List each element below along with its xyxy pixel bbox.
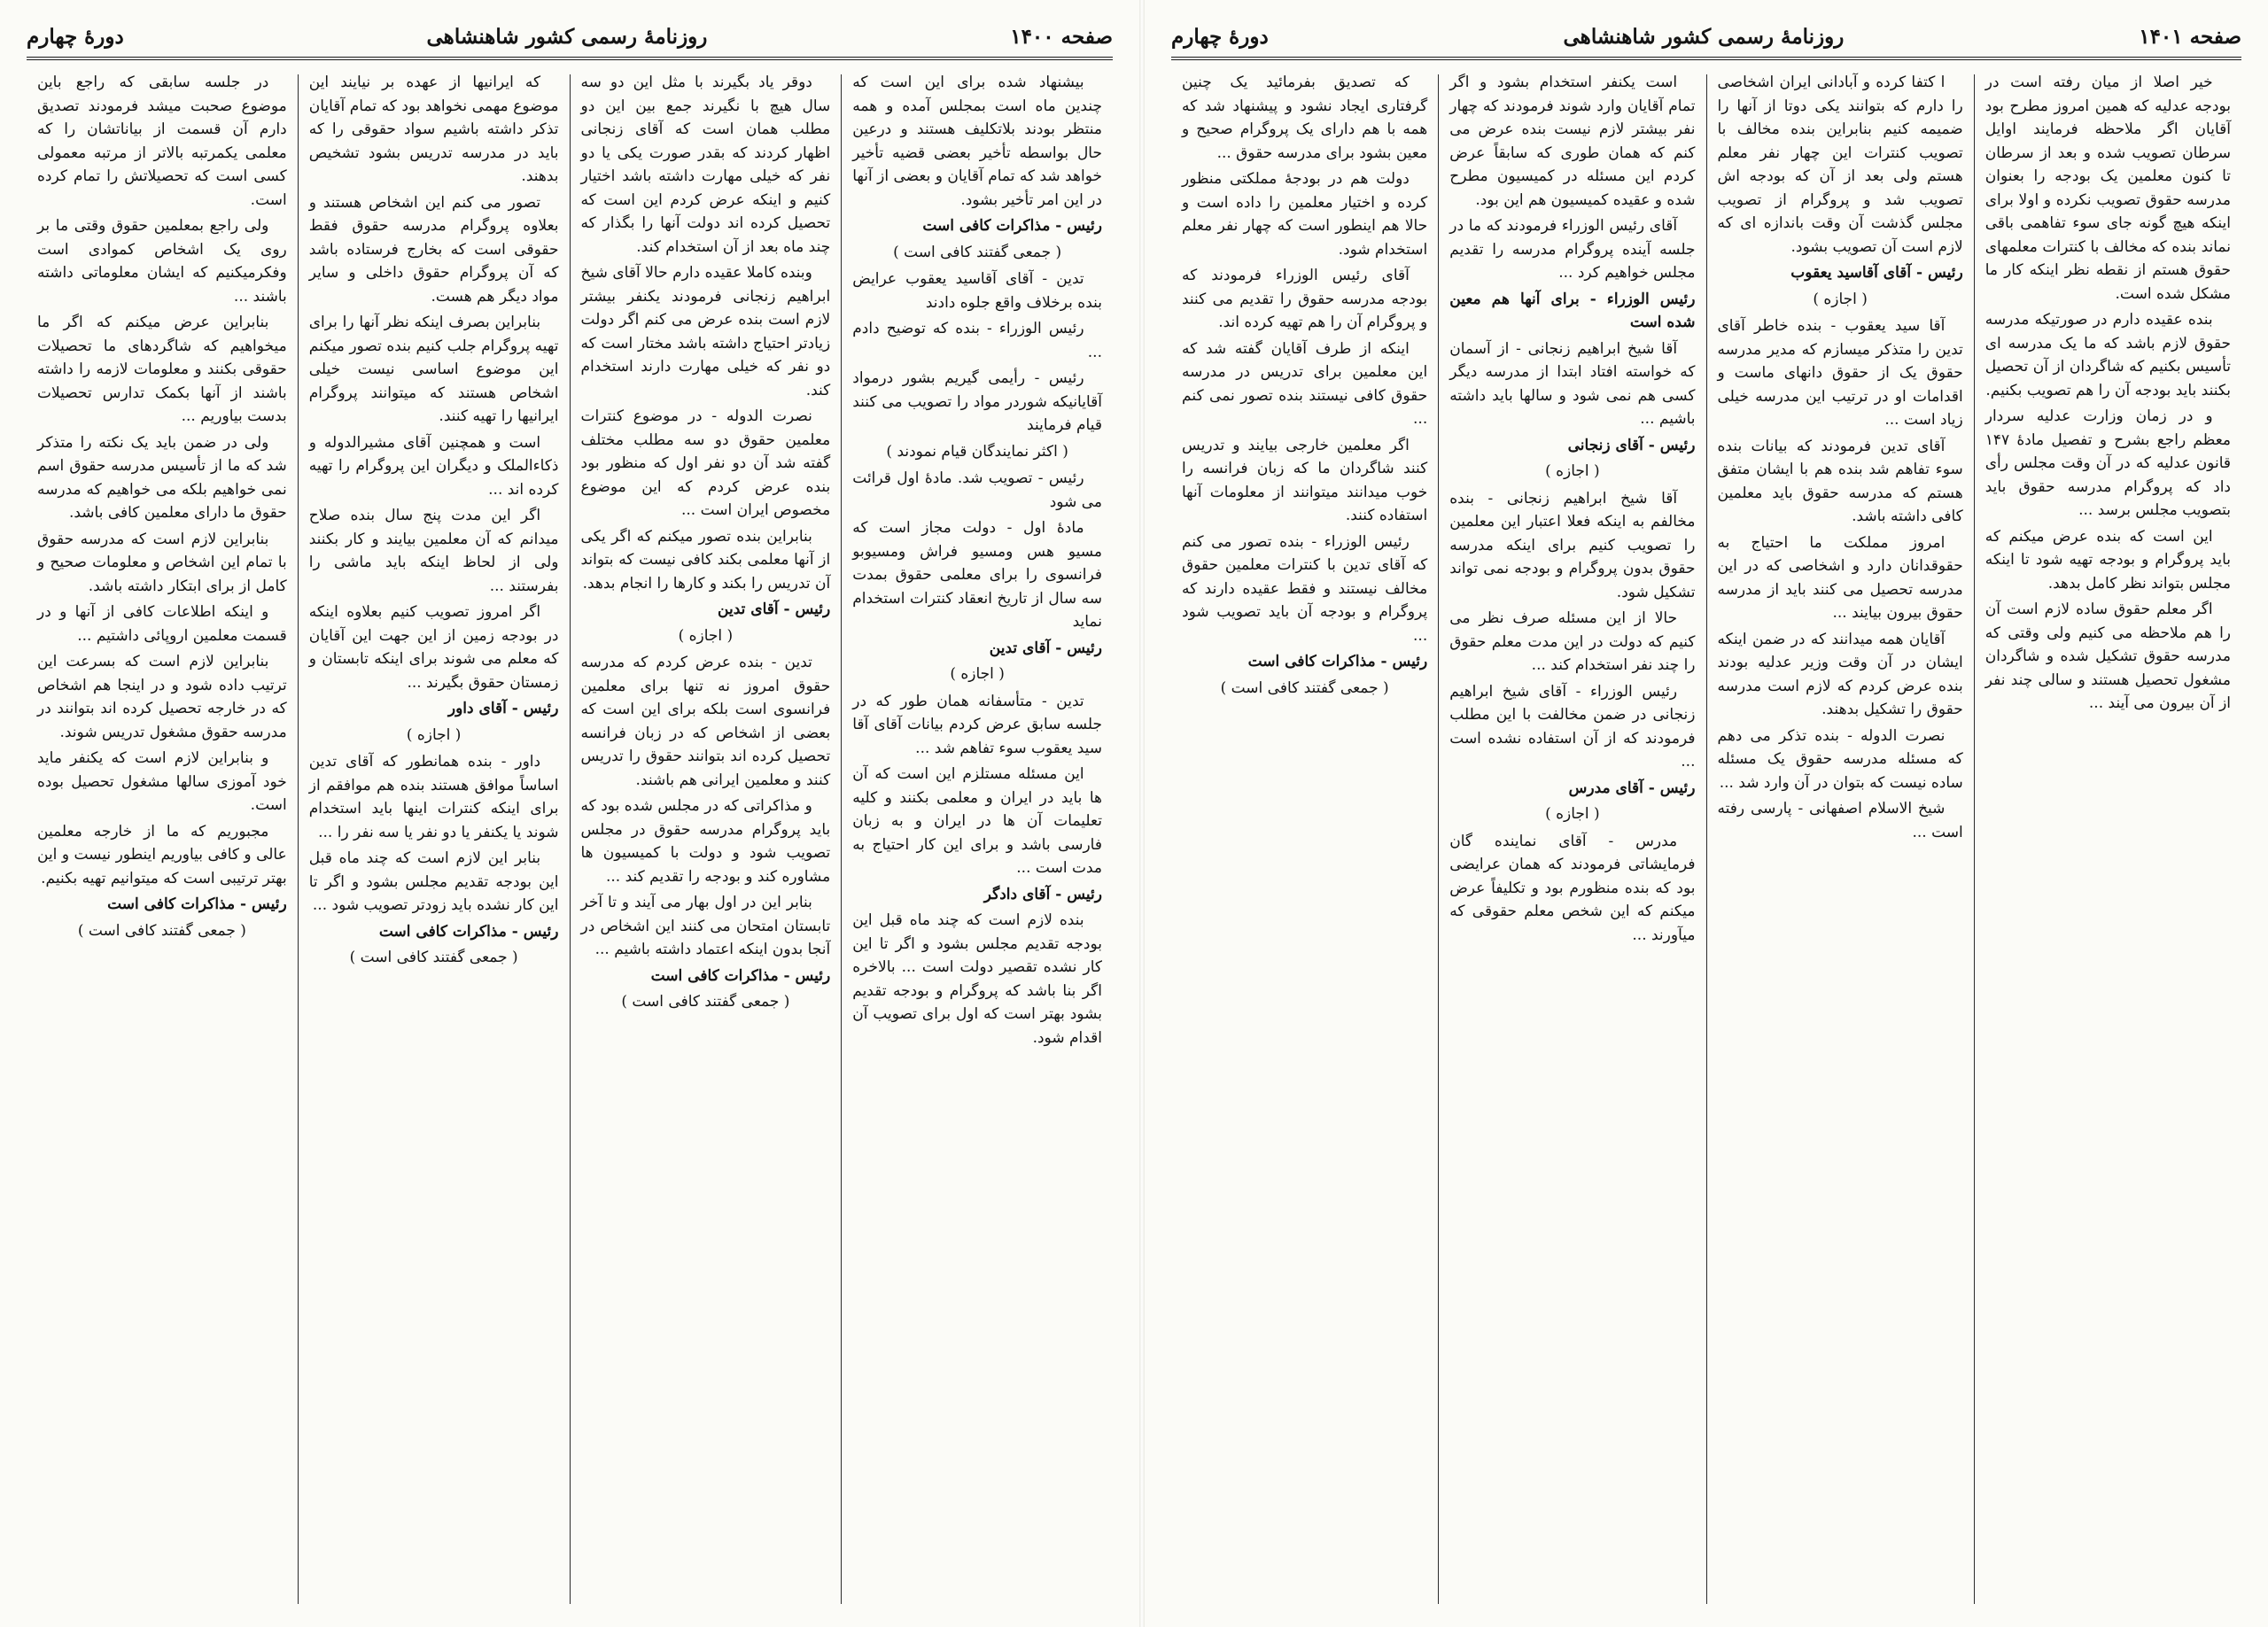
- paragraph: دولت هم در بودجهٔ مملکتی منظور کرده و اختیار معلمین را داده است و حالا هم اینطور است که چهار نفر معلم استخدام شود.: [1182, 170, 1428, 259]
- paragraph: که ایرانیها از عهده بر نیایند این موضوع مهمی نخواهد بود که تمام آقایان تذکر داشته باشیم سواد حقوقی را که باید در مدرسه تدریس بشود تشخیص بدهند.: [308, 74, 559, 185]
- text-column: [1707, 71, 1974, 1608]
- paragraph: بنابراین لازم است که مدرسه حقوق با تمام این اشخاص و معلومات صحیح و کامل از برای ابتکار داشته باشد.: [37, 530, 287, 595]
- column-rule: [1438, 74, 1439, 1604]
- paragraph: این است که بنده عرض میکنم که باید پروگرام و بودجه تهیه شود تا اینکه مجلس بتواند نظر کامل بدهد.: [1984, 527, 2231, 593]
- text-column: [299, 71, 570, 1608]
- paragraph: آقا شیخ ابراهیم زنجانی - از آسمان که خواسته افتاد ابتدا از مدرسه دیگر کسی هم نمی شود و سالها باید داشته باشیم ...: [1449, 339, 1696, 428]
- column-rule: [1974, 74, 1975, 1604]
- procedural-note: ( اجازه ): [678, 626, 734, 645]
- procedural-note: ( اکثر نمایندگان قیام نمودند ): [886, 442, 1068, 461]
- right-columns: [1171, 71, 2241, 1608]
- paragraph: رئیس الوزراء - بنده تصور می کنم که آقای تدین با کنترات معلمین حقوق مخالف نیستند و فقط عقیده دارند که پروگرام و بودجه آن باید تصویب شود ...: [1182, 532, 1428, 645]
- paragraph: رئیس - رأیمی گیریم بشور درمواد آقایانیکه شوردر مواد را تصویب می کنند قیام فرمایند: [852, 369, 1102, 434]
- left-running-head: [27, 16, 1113, 60]
- paragraph: اینکه از طرف آقایان گفته شد که این معلمین برای تدریس در مدرسه حقوق کافی نیستند بنده تصور نمی کنم ...: [1182, 339, 1428, 428]
- column-rule: [841, 74, 842, 1604]
- paragraph: آقایان همه میدانند که در ضمن اینکه ایشان در آن وقت وزیر عدلیه بودند بنده عرض کردم که لازم است مدرسه حقوق را تشکیل بدهند.: [1717, 630, 1963, 718]
- speaker-line: رئیس الوزراء - برای آنها هم معین شده است: [1449, 290, 1696, 331]
- paragraph: نصرت الدوله - بنده تذکر می دهم که مسئله مدرسه حقوق یک مسئله ساده نیست که بتوان در آن وارد شد ...: [1717, 726, 1963, 792]
- paragraph: تدین - متأسفانه همان طور که در جلسه سابق عرض کردم بیانات آقای آقا سید یعقوب سوء تفاهم شد ...: [852, 692, 1102, 757]
- left-columns: [27, 71, 1113, 1608]
- paragraph: رئیس الوزراء - بنده که توضیح دادم ...: [852, 320, 1102, 361]
- paragraph: نصرت الدوله - در موضوع کنترات معلمین حقوق دو سه مطلب مختلف گفته شد آن دو نفر اول که منظور بود بنده عرض کردم که این موضوع مخصوص ایران است ...: [580, 407, 831, 519]
- paragraph: تصور می کنم این اشخاص هستند و بعلاوه پروگرام مدرسه حقوق فقط حقوقی است که بخارج فرستاده باشد که آن پروگرام حقوق داخلی و سایر مواد دیگر هم هست.: [308, 193, 559, 306]
- speaker-line: رئیس - آقای دادگر: [983, 885, 1102, 903]
- right-running-head: [1171, 16, 2241, 60]
- speaker-line: رئیس - آقای آقاسید یعقوب: [1790, 264, 1963, 282]
- text-column: [842, 71, 1113, 1608]
- paragraph: دوقر یاد بگیرند با مثل این دو سه سال هیچ با نگیرند جمع بین این دو مطلب همان است که آقای زنجانی اظهار کردند که بقدر صورت یکی یا دو نفر که خیلی مهارت داشته باشد اختیار کنیم و اینکه عرض کردم این است که تحصیل کرده اند دولت آنها را بگذار که چند ماه بعد از آن استخدام کند.: [580, 74, 831, 256]
- text-column: [27, 71, 298, 1608]
- paragraph: ولی در ضمن باید یک نکته را متذکر شد که ما از تأسیس مدرسه حقوق اسم نمی خواهیم بلکه می خواهیم که مدرسه حقوق ما دارای معلمین کافی باشد.: [37, 433, 287, 522]
- column-rule: [298, 74, 299, 1604]
- paragraph: امروز مملکت ما احتیاج به حقوقدانان دارد و اشخاصی که در این مدرسه تحصیل می کنند باید از مدرسه حقوق بیرون بیایند ...: [1717, 533, 1963, 622]
- paragraph: وبنده کاملا عقیده دارم حالا آقای شیخ ابراهیم زنجانی فرمودند یکنفر بیشتر لازم است بنده عرض می کنم اگر دولت زیادتر احتیاج داشته باشد مختار است که دو نفر که خیلی مهارت دارند استخدام کند.: [580, 264, 831, 399]
- procedural-note: ( جمعی گفتند کافی است ): [893, 243, 1062, 261]
- paragraph: مدرس - آقای نماینده گان فرمایشاتی فرمودند که همان عرایضی بود که بنده منظورم بود و تکلیفاً عرض میکنم که این شخص معلم حقوقی که میآورند ...: [1449, 832, 1696, 944]
- text-column: [1171, 71, 1438, 1608]
- procedural-note: ( اجازه ): [406, 725, 462, 744]
- paragraph: بنده لازم است که چند ماه قبل این بودجه تقدیم مجلس بشود و اگر تا این کار نشده تقصیر دولت است ... بالاخره اگر بنا باشد که پروگرام و بودجه تقدیم بشود بهتر است که اول برای تصویب آن اقدام شود.: [852, 911, 1102, 1047]
- paragraph: شیخ الاسلام اصفهانی - پارسی رفته است ...: [1717, 800, 1963, 841]
- procedural-note: ( جمعی گفتند کافی است ): [349, 949, 518, 966]
- paragraph: بنابراین بنده تصور میکنم که اگر یکی از آنها معلمی بکند کافی نیست که بتواند آن تدریس را بکند و کارها را انجام بدهد.: [580, 527, 831, 593]
- paragraph: و بنابراین لازم است که یکنفر ماید خود آموزی سالها مشغول تحصیل بوده است.: [37, 749, 287, 814]
- right-page-number: صفحه ۱۴۰۱: [2139, 24, 2241, 49]
- paragraph: بنابر این لازم است که چند ماه قبل این بودجه تقدیم مجلس بشود و اگر تا این کار نشده باید زودتر تصویب شود ...: [308, 849, 559, 914]
- paragraph: اگر این مدت پنج سال بنده صلاح میدانم که آن معلمین بیایند و کار بکنند ولی از لحاظ اینکه باید ماشی را بفرستند ...: [308, 507, 559, 595]
- text-column: [571, 71, 842, 1608]
- column-rule: [1706, 74, 1707, 1604]
- paragraph: رئیس - تصویب شد. مادهٔ اول قرائت می شود: [852, 469, 1102, 511]
- paragraph: و اینکه اطلاعات کافی از آنها و در قسمت معلمین اروپائی داشتیم ...: [37, 603, 287, 645]
- paragraph: داور - بنده همانطور که آقای تدین اساساً موافق هستند بنده هم موافقم از برای اینکه کنترات اینها باید استخدام شوند یا یکنفر یا دو نفر یا سه نفر را ...: [308, 753, 559, 841]
- speaker-line: رئیس - مذاکرات کافی است: [650, 966, 831, 985]
- paragraph: بنابراین لازم است که بسرعت این ترتیب داده شود و در اینجا هم اشخاص که در خارجه تحصیل کرده اند بتوانند در مدرسه حقوق مشغول تدریس شوند.: [37, 653, 287, 741]
- speaker-line: رئیس - مذاکرات کافی است: [922, 217, 1102, 235]
- paragraph: بنده عقیده دارم در صورتیکه مدرسه حقوق لازم باشد که ما یک مدرسه ای تأسیس بکنیم که شاگردان از آن تحصیل بکنند باید بودجه آن را هم تصویب بکنیم.: [1984, 311, 2231, 399]
- left-page-number: صفحه ۱۴۰۰: [1010, 24, 1113, 49]
- paragraph: که تصدیق بفرمائید یک چنین گرفتاری ایجاد نشود و پیشنهاد شد که همه با هم دارای یک پروگرام صحیح و معین بشود برای مدرسه حقوق ...: [1182, 74, 1428, 162]
- text-column: [1439, 71, 1705, 1608]
- speaker-line: رئیس - مذاکرات کافی است: [378, 922, 559, 941]
- speaker-line: رئیس - آقای تدین: [718, 600, 831, 618]
- paragraph: ا کتفا کرده و آبادانی ایران اشخاصی را دارم که بتوانند یکی دوتا از آنها را ضمیمه کنیم بنابراین بنده مخالف با تصویب کنترات این چهار نفر معلم هستم ولی بعد از آن که بودجه اش تصویب شد و پروگرام از تصویب مجلس گذشت آن وقت باندازه ای که لازم است آن تصویب بشود.: [1717, 74, 1963, 256]
- procedural-note: ( اجازه ): [950, 665, 1005, 683]
- text-column: [1975, 71, 2241, 1608]
- speaker-line: رئیس - آقای تدین: [989, 639, 1102, 657]
- right-period: دورهٔ چهارم: [1171, 24, 1269, 49]
- paragraph: خیر اصلا از میان رفته است در بودجه عدلیه که همین امروز مطرح بود آقایان اگر ملاحظه فرمایند اوایل سرطان تصویب شده و بعد از سرطان تا کنون معلمین یک بودجه را بعنوان مدرسه حقوق تصویب نکرده و اولا برای اینکه هیچ گونه جای سوء تفاهمی باقی نماند بنده که مخالف با کنترات معلمهای حقوق هستم از نقطه نظر اینکه کار ما مشکل شده است.: [1984, 74, 2231, 303]
- paragraph: آقای تدین فرمودند که بیانات بنده سوء تفاهم شد بنده هم با ایشان متفق هستم که مدرسه حقوق باید معلمین کافی داشته باشد.: [1717, 437, 1963, 525]
- procedural-note: ( جمعی گفتند کافی است ): [621, 993, 790, 1011]
- paragraph: است یکنفر استخدام بشود و اگر تمام آقایان وارد شوند فرمودند که چهار نفر بیشتر لازم نیست بنده عرض می کنم که همان طوری که سابقاً عرض کردم این مسئله در کمیسیون مطرح شده و عقیده کمیسیون هم این بود.: [1449, 74, 1696, 209]
- paragraph: تدین - آقای آقاسید یعقوب عرایض بنده برخلاف واقع جلوه دادند: [852, 270, 1102, 312]
- paragraph: این مسئله مستلزم این است که آن ها باید در ایران و معلمی بکنند و کلیه تعلیمات آن ها در ایران و به زبان فارسی باشد و برای این کار احتیاج به مدت است ...: [852, 765, 1102, 877]
- paragraph: آقای رئیس الوزراء فرمودند که ما در جلسه آینده پروگرام مدرسه را تقدیم مجلس خواهیم کرد ...: [1449, 217, 1696, 282]
- speaker-line: رئیس - مذاکرات کافی است: [1247, 653, 1428, 670]
- paragraph: ولی راجع بمعلمین حقوق وقتی ما بر روی یک اشخاص کموادی است وفکرمیکنیم که ایشان معلوماتی داشته باشند ...: [37, 217, 287, 306]
- paragraph: آقای رئیس الوزراء فرمودند که بودجه مدرسه حقوق را تقدیم می کنند و پروگرام آن را هم تهیه کرده اند.: [1182, 267, 1428, 331]
- procedural-note: ( جمعی گفتند کافی است ): [1220, 678, 1389, 697]
- paragraph: بنابر این در اول بهار می آیند و تا آخر تابستان امتحان می کنند این اشخاص در آنجا بدون اینکه اعتماد داشته باشیم ...: [580, 894, 831, 958]
- right-page: [1145, 0, 2268, 1627]
- paragraph: است و همچنین آقای مشیرالدوله و ذکاءالملک و دیگران این پروگرام را تهیه کرده اند ...: [308, 433, 559, 499]
- left-period: دورهٔ چهارم: [27, 24, 124, 49]
- speaker-line: رئیس - آقای داور: [447, 700, 559, 717]
- procedural-note: ( اجازه ): [1545, 462, 1600, 480]
- speaker-line: رئیس - مذاکرات کافی است: [107, 895, 287, 913]
- column-rule: [570, 74, 571, 1604]
- paragraph: مادهٔ اول - دولت مجاز است که مسیو هس ومسیو فراش ومسیوبو فرانسوی را برای معلمی حقوق بمدت سه سال از تاریخ انعقاد کنترات استخدام نماید: [852, 519, 1102, 631]
- procedural-note: ( اجازه ): [1813, 290, 1868, 308]
- paragraph: رئیس الوزراء - آقای شیخ ابراهیم زنجانی در ضمن مخالفت با این مطلب فرمودند که از آن استفاده نشده است ...: [1449, 682, 1696, 771]
- paragraph: مجبوریم که ما از خارجه معلمین عالی و کافی بیاوریم اینطور نیست و این بهتر ترتیبی است که میتوانیم تهیه بکنیم.: [37, 822, 287, 887]
- paragraph: اگر امروز تصویب کنیم بعلاوه اینکه در بودجه زمین از این جهت این آقایان که معلم می شوند برای اینکه تابستان و زمستان حقوق بگیرند ...: [308, 603, 559, 692]
- right-newspaper-title: روزنامهٔ رسمی کشور شاهنشاهی: [1563, 24, 1845, 49]
- paragraph: و در زمان وزارت عدلیه سردار معظم راجع بشرح و تفصیل مادهٔ ۱۴۷ قانون عدلیه که در آن وقت مجلس رأی داد که پروگرام مدرسه حقوق باید بتصویب مجلس برسد ...: [1984, 407, 2231, 519]
- speaker-line: رئیس - آقای زنجانی: [1567, 436, 1696, 454]
- procedural-note: ( جمعی گفتند کافی است ): [77, 921, 246, 940]
- paragraph: اگر معلمین خارجی بیایند و تدریس کنند شاگردان ما که زبان فرانسه را خوب میدانند میتوانند از معلومات آنها استفاده کنند.: [1182, 436, 1428, 524]
- paragraph: در جلسه سابقی که راجع باین موضوع صحبت میشد فرمودند تصدیق دارم آن قسمت از بیاناتشان را که معلمی یکمرتبه بالاتر از مرتبه معمولی کسی است که تحصیلاتش را تمام کرده است.: [37, 74, 287, 209]
- paragraph: بنابراین بصرف اینکه نظر آنها را برای تهیه پروگرام جلب کنیم بنده تصور میکنم این موضوع اساسی نیست خیلی اشخاص هستند که میتوانند پروگرام ایرانیها را تهیه کنند.: [308, 314, 559, 425]
- paragraph: و مذاکراتی که در مجلس شده بود که باید پروگرام مدرسه حقوق در مجلس تصویب شود و دولت با کمیسیون ها مشاوره کند و بودجه را تقدیم کند ...: [580, 797, 831, 886]
- paragraph: حالا از این مسئله صرف نظر می کنیم که دولت در این مدت معلم حقوق را چند نفر استخدام کند ...: [1449, 609, 1696, 674]
- left-newspaper-title: روزنامهٔ رسمی کشور شاهنشاهی: [426, 24, 708, 49]
- paragraph: آقا سید یعقوب - بنده خاطر آقای تدین را متذکر میسازم که مدیر مدرسه حقوق یک از حقوق دانهای ماست و اقدامات او در ترتیب این مدرسه خیلی زیاد است ...: [1717, 317, 1963, 429]
- paragraph: آقا شیخ ابراهیم زنجانی - بنده مخالفم به اینکه فعلا اعتبار این معلمین را تصویب کنیم برای اینکه مدرسه حقوق بدون پروگرام و بودجه نمی تواند تشکیل شود.: [1449, 489, 1696, 601]
- paragraph: بیشنهاد شده برای این است که چندین ماه است بمجلس آمده و همه منتظر بودند بلاتکلیف هستند و درعین حال بواسطه تأخیر بعضی قضیه تأخیر خواهد شد که تمام آقایان و بعضی از آنها در این امر تأخیر بشود.: [852, 74, 1102, 209]
- speaker-line: رئیس - آقای مدرس: [1568, 779, 1696, 797]
- paragraph: بنابراین عرض میکنم که اگر ما میخواهیم که شاگردهای ما تحصیلات حقوقی بکنند و معلومات لازمه را داشته باشند از آنها بکمک تدارس تحصیلات بدست بیاوریم ...: [37, 314, 287, 425]
- paragraph: اگر معلم حقوق ساده لازم است آن را هم ملاحظه می کنیم ولی وقتی که مدرسه حقوق تشکیل شده و شاگردان مشغول تحصیل هستند و سالی چند نفر از آن بیرون می آیند ...: [1984, 600, 2231, 712]
- procedural-note: ( اجازه ): [1545, 805, 1600, 823]
- paragraph: تدین - بنده عرض کردم که مدرسه حقوق امروز نه تنها برای معلمین فرانسوی است بلکه برای این است که بعضی از اشخاص که در زبان فرانسه تحصیل کرده اند بتوانند حقوق را تدریس کنند و معلمین ایرانی هم باشند.: [580, 654, 831, 789]
